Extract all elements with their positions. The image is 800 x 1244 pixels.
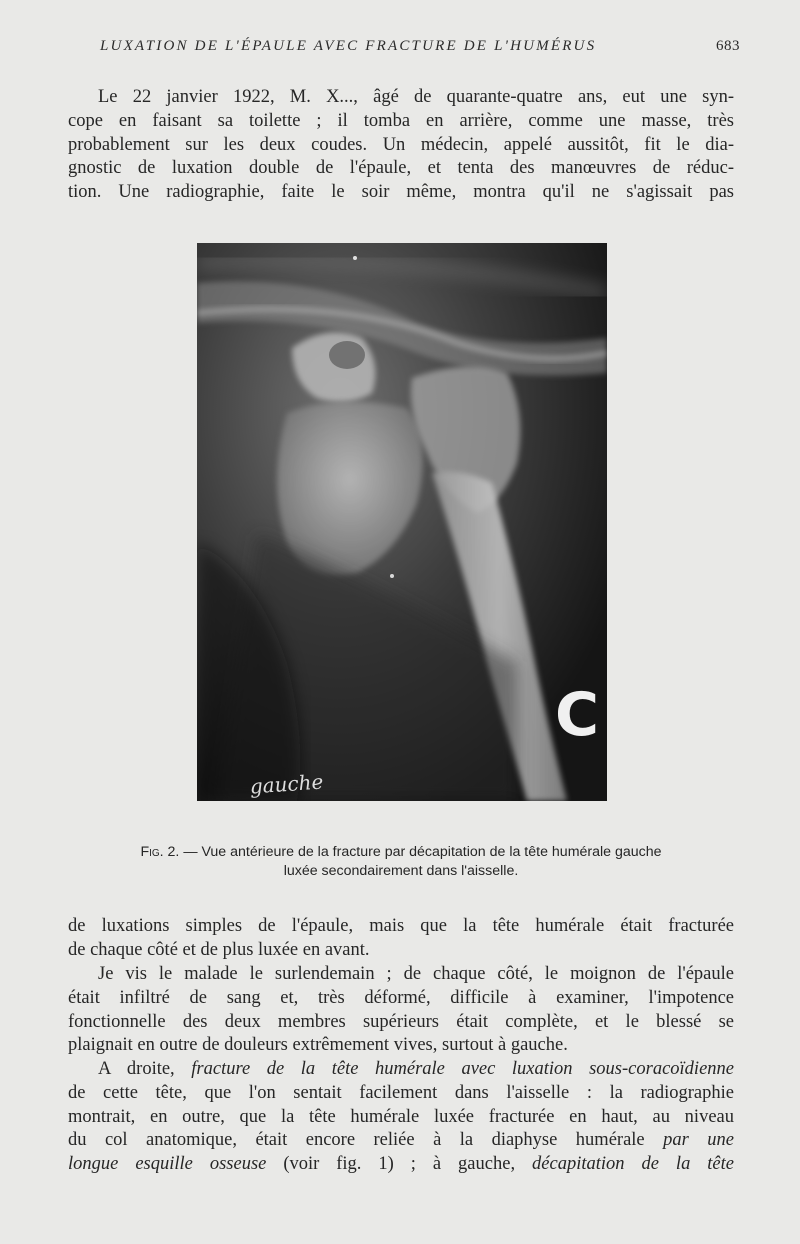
figure-caption <box>68 843 734 880</box>
text-line: cope en faisant sa toilette ; il tomba en arrière, comme une masse, très <box>68 110 734 131</box>
paragraph-right-side <box>68 1058 734 1177</box>
text-line <box>68 1058 734 1082</box>
text-line: tion. Une radiographie, faite le soir même, montra qu'il ne s'agissait pas <box>68 182 734 203</box>
italic-run: décapitation de la tête <box>532 1154 734 1175</box>
italic-run: longue esquille osseuse <box>68 1154 267 1175</box>
paragraph-intro <box>68 86 734 205</box>
text-run: (voir fig. 1) ; à gauche, <box>266 1154 533 1175</box>
paragraph-continuation <box>68 915 734 963</box>
text-line: probablement sur les deux coudes. Un médecin, appelé aussitôt, fit le dia- <box>68 134 734 155</box>
text-line: montrait, en outre, que la tête humérale luxée fracturée en haut, au niveau <box>68 1106 734 1127</box>
xray-image <box>197 243 607 801</box>
handwritten-label: gauche <box>248 769 325 799</box>
page-number: 683 <box>716 38 740 54</box>
text-line: Je vis le malade le surlendemain ; de chaque côté, le moignon de l'épaule <box>98 964 734 984</box>
italic-run: par une <box>663 1130 734 1151</box>
text-run: A droite, <box>98 1059 192 1079</box>
text-line: de chaque côté et de plus luxée en avant. <box>68 939 370 960</box>
caption-figure-number: Fig. 2. <box>140 844 180 860</box>
xray-figure <box>197 243 607 801</box>
marker-letter: C <box>554 680 600 750</box>
caption-text-line2: luxée secondairement dans l'aisselle. <box>283 862 519 879</box>
caption-text: — Vue antérieure de la fracture par décapitation de la tête humérale gauche <box>179 844 662 860</box>
running-title: LUXATION DE L'ÉPAULE AVEC FRACTURE DE L'HUMÉRUS <box>100 38 597 54</box>
text-line: gnostic de luxation double de l'épaule, et tenta des manœuvres de réduc- <box>68 158 734 179</box>
italic-run: fracture de la tête humérale avec luxation sous-coracoïdienne <box>191 1059 734 1079</box>
text-line: de luxations simples de l'épaule, mais que la tête humérale était fracturée <box>68 916 734 936</box>
text-line: de cette tête, que l'on sentait facilement dans l'aisselle : la radiographie <box>68 1082 734 1103</box>
text-line: Le 22 janvier 1922, M. X..., âgé de quarante-quatre ans, eut une syn- <box>98 87 734 107</box>
text-line <box>68 1153 734 1177</box>
text-line: fonctionnelle des deux membres supérieurs était complète, et le blessé se <box>68 1011 734 1032</box>
paragraph-patient-exam <box>68 963 734 1058</box>
running-head <box>100 38 740 55</box>
text-run: du col anatomique, était encore reliée à la diaphyse humérale <box>68 1130 664 1151</box>
text-line <box>68 1129 734 1153</box>
text-line: plaignait en outre de douleurs extrêmement vives, surtout à gauche. <box>68 1035 568 1056</box>
text-line: était infiltré de sang et, très déformé, difficile à examiner, l'impotence <box>68 987 734 1008</box>
